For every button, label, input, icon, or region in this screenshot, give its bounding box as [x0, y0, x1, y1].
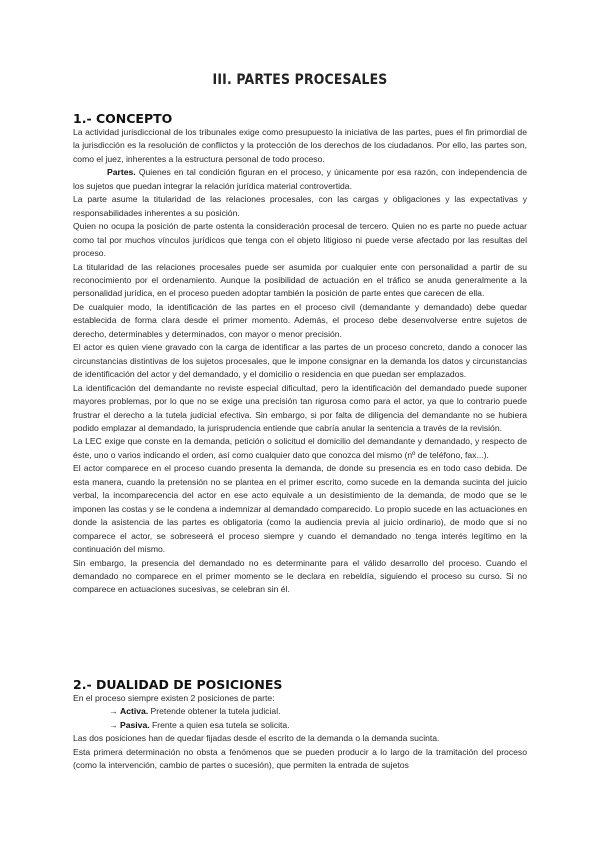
section-heading-dualidad: 2.- DUALIDAD DE POSICIONES: [73, 677, 283, 692]
paragraph: Quien no ocupa la posición de parte ostenta la consideración procesal de tercero. Quien no es parte no puede actuar como tal por muchos vínculos jurídicos que tenga con el objeto litigioso ni puede verse afectado por las resultas del proceso.: [73, 221, 527, 259]
paragraph: La parte asume la titularidad de las relaciones procesales, con las cargas y obligaciones y las expectativas y responsabilidades inherentes a su posición.: [73, 194, 527, 218]
paragraph: Sin embargo, la presencia del demandado no es determinante para el válido desarrollo del proceso. Cuando el demandado no comparece en el primer momento se le declara en rebeldía, siguiendo el proceso su curso. Si no comparece en actuaciones sucesivas, se celebran sin él.: [73, 557, 527, 595]
bullet-label: Activa.: [119, 706, 149, 717]
paragraph-intro: En el proceso siempre existen 2 posiciones de parte:: [73, 693, 275, 703]
section-heading-concepto: 1.- CONCEPTO: [73, 111, 173, 126]
section-body-concepto: [73, 126, 527, 597]
section-body-dualidad: [73, 692, 527, 773]
paragraph: Las dos posiciones han de quedar fijadas desde el escrito de la demanda o la demanda sucinta.: [73, 733, 440, 744]
paragraph-partes: [73, 166, 527, 193]
bullet-text: Frente a quien esa tutela se solicita.: [149, 719, 290, 730]
arrow-icon: →: [109, 719, 118, 730]
paragraph: El actor comparece en el proceso cuando presenta la demanda, de donde su presencia es en todo caso debida. De esta manera, cuando la pretensión no se plantea en el primer escrito, como sucede en la demanda sucinta del juicio verbal, la incomparecencia del actor en ese acto equivale a un desistimiento de la demanda, de modo que se le imponen las costas y se le condena a indemnizar al demandado comparecido. Lo propio sucede en las actuaciones en donde la asistencia de las partes es obligatoria (como la audiencia previa al juicio ordinario), de modo que si no comparece el actor, se sobreseerá el proceso siempre y cuando el demandado no tenga interés legítimo en la continuación del mismo.: [73, 463, 527, 555]
paragraph: El actor es quien viene gravado con la carga de identificar a las partes de un proceso concreto, dando a conocer las circunstancias distintivas de los sujetos procesales, que le impone consignar en la demanda los datos y circunstancias de identificación del actor y del demandado, y el domicilio o residencia en que puedan ser emplazados.: [73, 342, 527, 380]
paragraph: La titularidad de las relaciones procesales puede ser asumida por cualquier ente con personalidad a partir de su reconocimiento por el ordenamiento. Aunque la posibilidad de actuación en el tráfico se anuda generalmente a la personalidad jurídica, en el proceso pueden adoptar también la posición de parte entes que carecen de ella.: [73, 261, 527, 299]
paragraph: Esta primera determinación no obsta a fenómenos que se pueden producir a lo largo de la tramitación del proceso (como la intervención, cambio de partes o sucesión), que permiten la entrada de sujetos: [73, 746, 527, 771]
arrow-icon: →: [109, 706, 118, 717]
partes-label: Partes.: [107, 167, 136, 178]
partes-text: Quienes en tal condición figuran en el proceso, y únicamente por esa razón, con independencia de los sujetos que puedan integrar la relación jurídica material controvertida.: [73, 167, 527, 191]
bullet-text: Pretende obtener la tutela judicial.: [148, 706, 281, 717]
bullet-label: Pasiva.: [119, 719, 150, 730]
paragraph: De cualquier modo, la identificación de las partes en el proceso civil (demandante y demandado) debe quedar establecida de forma clara desde el primer momento. Además, el proceso debe desenvolverse entre sujetos de derecho, determinables y determinados, con mayor o menor precisión.: [73, 301, 527, 339]
paragraph: La LEC exige que conste en la demanda, petición o solicitud el domicilio del demandante y demandado, y respecto de éste, uno o varios indicando el orden, así como cualquier dato que conozca del mismo (nº de teléfono, fax...).: [73, 436, 527, 460]
bullet-activa: [73, 705, 527, 718]
bullet-pasiva: [73, 719, 527, 732]
paragraph: La identificación del demandante no reviste especial dificultad, pero la identificación del demandado puede suponer mayores problemas, por lo que no se exige una precisión tan rigurosa como para el actor, ya que lo contrario puede frustrar el derecho a la tutela judicial efectiva. Sin embargo, si por falta de diligencia del demandante no se hubiera podido emplazar al demandado, la jurisprudencia entiende que cabría anular la sentencia a través de la revisión.: [73, 382, 527, 433]
page-title: III. PARTES PROCESALES: [212, 72, 388, 88]
paragraph: La actividad jurisdiccional de los tribunales exige como presupuesto la iniciativa de las partes, pues el fin primordial de la jurisdicción es la resolución de conflictos y la protección de los derechos de los ciudadanos. Por ello, las partes son, como el juez, inherentes a la estructura personal de todo proceso.: [73, 127, 527, 164]
